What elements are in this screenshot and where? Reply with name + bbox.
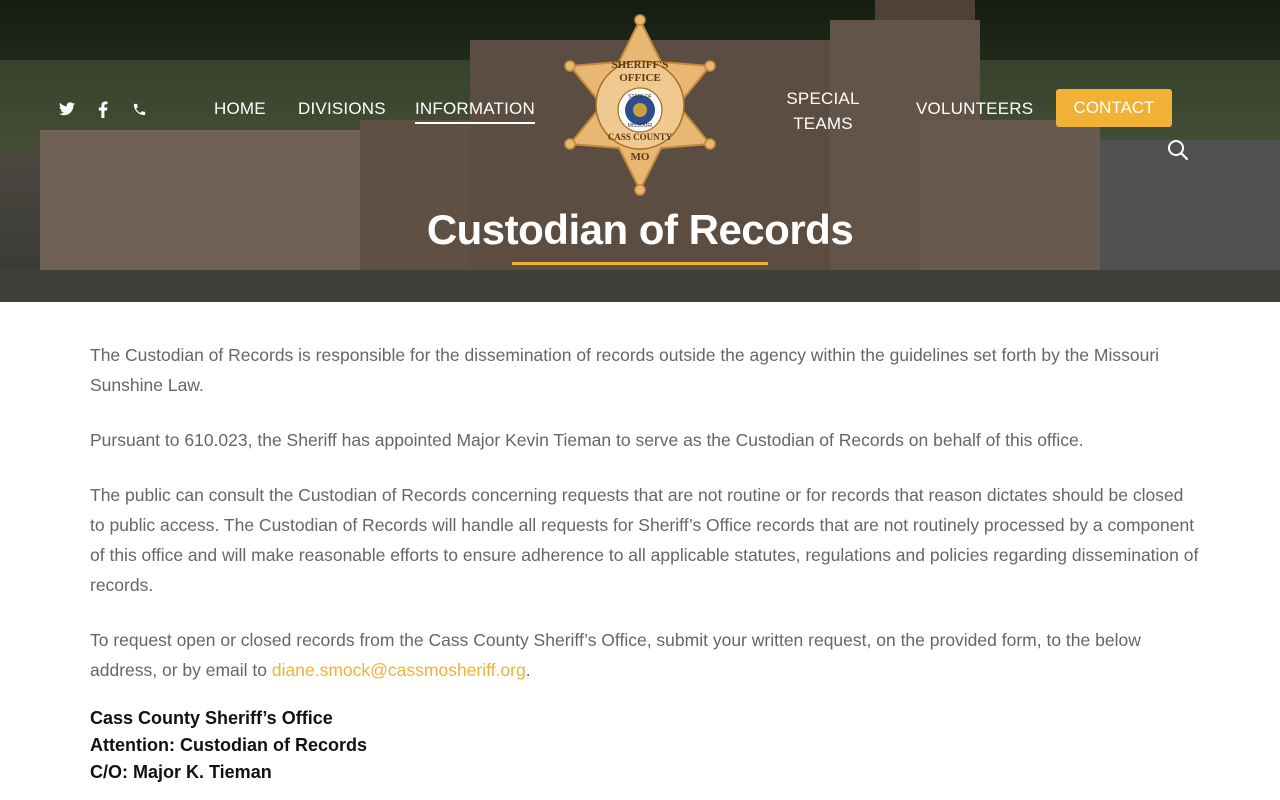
- nav-special-line1: SPECIAL: [786, 89, 860, 108]
- address-line-3: C/O: Major K. Tieman: [90, 762, 272, 782]
- paragraph-intro: The Custodian of Records is responsible for the dissemination of records outside the agency within the guidelines set forth by the Missouri Sunshine Law.: [90, 345, 1160, 395]
- paragraph-appointment: Pursuant to 610.023, the Sheriff has appointed Major Kevin Tieman to serve as the Custodian of Records on behalf of this office.: [90, 430, 1084, 450]
- badge-text-office: OFFICE: [619, 72, 661, 84]
- social-links: [58, 100, 148, 118]
- badge-text-county: CASS COUNTY: [607, 132, 673, 142]
- nav-information[interactable]: INFORMATION: [415, 99, 535, 124]
- main-content: [90, 340, 1200, 786]
- sheriff-badge-logo[interactable]: [560, 14, 720, 196]
- nav-divisions[interactable]: DIVISIONS: [298, 99, 386, 118]
- address-line-2: Attention: Custodian of Records: [90, 735, 367, 755]
- search-icon[interactable]: [1166, 138, 1190, 162]
- badge-text-state: MO: [630, 151, 650, 163]
- mailing-address: [90, 705, 1200, 786]
- badge-seal-top: STATE OF: [628, 94, 652, 100]
- email-link[interactable]: diane.smock@cassmosheriff.org: [271, 660, 526, 680]
- badge-seal-bottom: MISSOURI: [627, 123, 653, 129]
- nav-home[interactable]: HOME: [214, 99, 266, 118]
- twitter-icon[interactable]: [58, 100, 76, 118]
- request-period: .: [525, 660, 531, 680]
- nav-volunteers[interactable]: VOLUNTEERS: [916, 99, 1034, 118]
- nav-special-teams[interactable]: [781, 86, 865, 136]
- phone-icon[interactable]: [130, 100, 148, 118]
- page-title: Custodian of Records: [426, 206, 854, 253]
- contact-button[interactable]: CONTACT: [1056, 89, 1172, 127]
- nav-special-line2: TEAMS: [793, 114, 853, 133]
- title-underline: [512, 262, 768, 265]
- badge-text-top: SHERIFF'S: [611, 59, 669, 71]
- paragraph-request: [90, 625, 1200, 685]
- address-line-1: Cass County Sheriff’s Office: [90, 708, 333, 728]
- facebook-icon[interactable]: [94, 100, 112, 118]
- request-text: To request open or closed records from the Cass County Sheriff’s Office, submit your written request, on the provided form, to the below address, or by email to: [90, 630, 1141, 680]
- paragraph-consult: The public can consult the Custodian of Records concerning requests that are not routine or for records that reason dictates should be closed to public access. The Custodian of Records will handle all requests for Sheriff’s Office records that are not routinely processed by a component of this office and will make reasonable efforts to ensure adherence to all applicable statutes, regulations and policies regarding dissemination of records.: [90, 485, 1199, 595]
